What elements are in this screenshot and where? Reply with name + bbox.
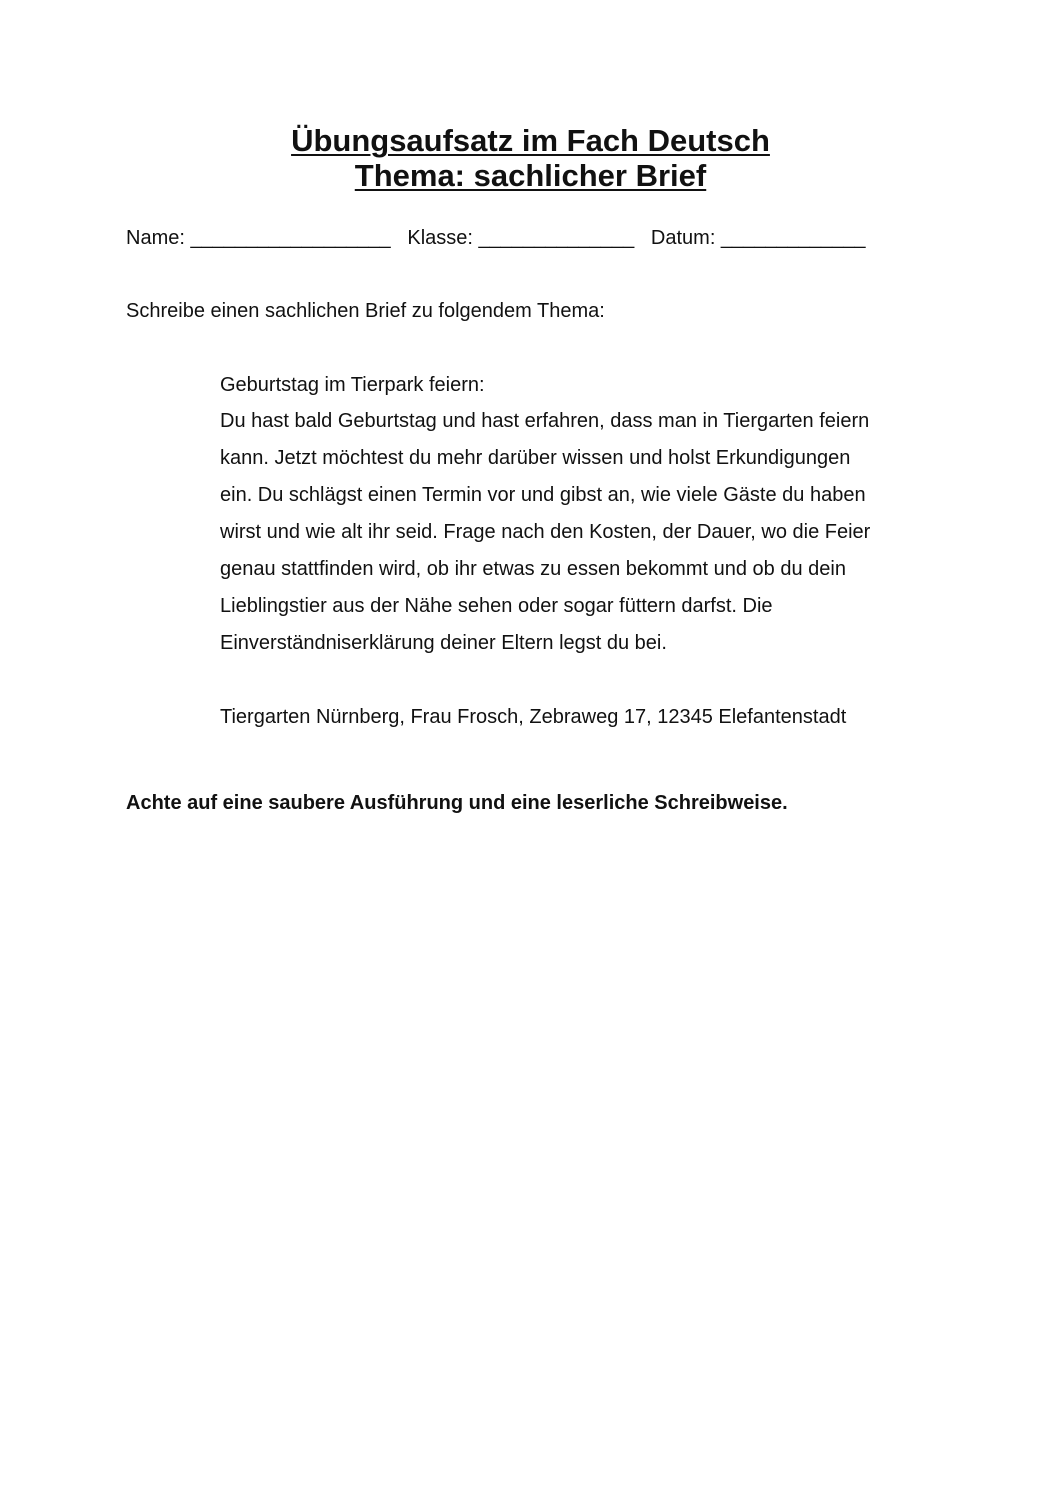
recipient-address: Tiergarten Nürnberg, Frau Frosch, Zebraweg 17, 12345 Elefantenstadt	[220, 706, 847, 728]
task-text-line: genau stattfinden wird, ob ihr etwas zu essen bekommt und ob du dein	[220, 558, 846, 580]
task-text-line: Du hast bald Geburtstag und hast erfahren, dass man in Tiergarten feiern	[220, 410, 870, 432]
task-description	[220, 373, 940, 668]
instruction-intro: Schreibe einen sachlichen Brief zu folgendem Thema:	[126, 300, 605, 322]
class-field: Klasse: ______________	[407, 227, 635, 249]
task-text-line: wirst und wie alt ihr seid. Frage nach den Kosten, der Dauer, wo die Feier	[220, 521, 871, 543]
student-info-line	[126, 226, 866, 250]
task-text-line: Einverständniserklärung deiner Eltern legst du bei.	[220, 632, 667, 654]
task-text-line: Lieblingstier aus der Nähe sehen oder sogar füttern darfst. Die	[220, 595, 773, 617]
task-heading: Geburtstag im Tierpark feiern:	[220, 374, 485, 396]
task-text-line: kann. Jetzt möchtest du mehr darüber wissen und holst Erkundigungen	[220, 447, 851, 469]
task-text-line: ein. Du schlägst einen Termin vor und gibst an, wie viele Gäste du haben	[220, 484, 866, 506]
title-line-topic: Thema: sachlicher Brief	[354, 158, 707, 193]
title-line-subject: Übungsaufsatz im Fach Deutsch	[291, 123, 770, 158]
page-title	[0, 123, 1061, 193]
date-field: Datum: _____________	[650, 227, 866, 249]
neatness-notice: Achte auf eine saubere Ausführung und eine leserliche Schreibweise.	[126, 792, 788, 814]
name-field: Name: __________________	[126, 227, 391, 249]
